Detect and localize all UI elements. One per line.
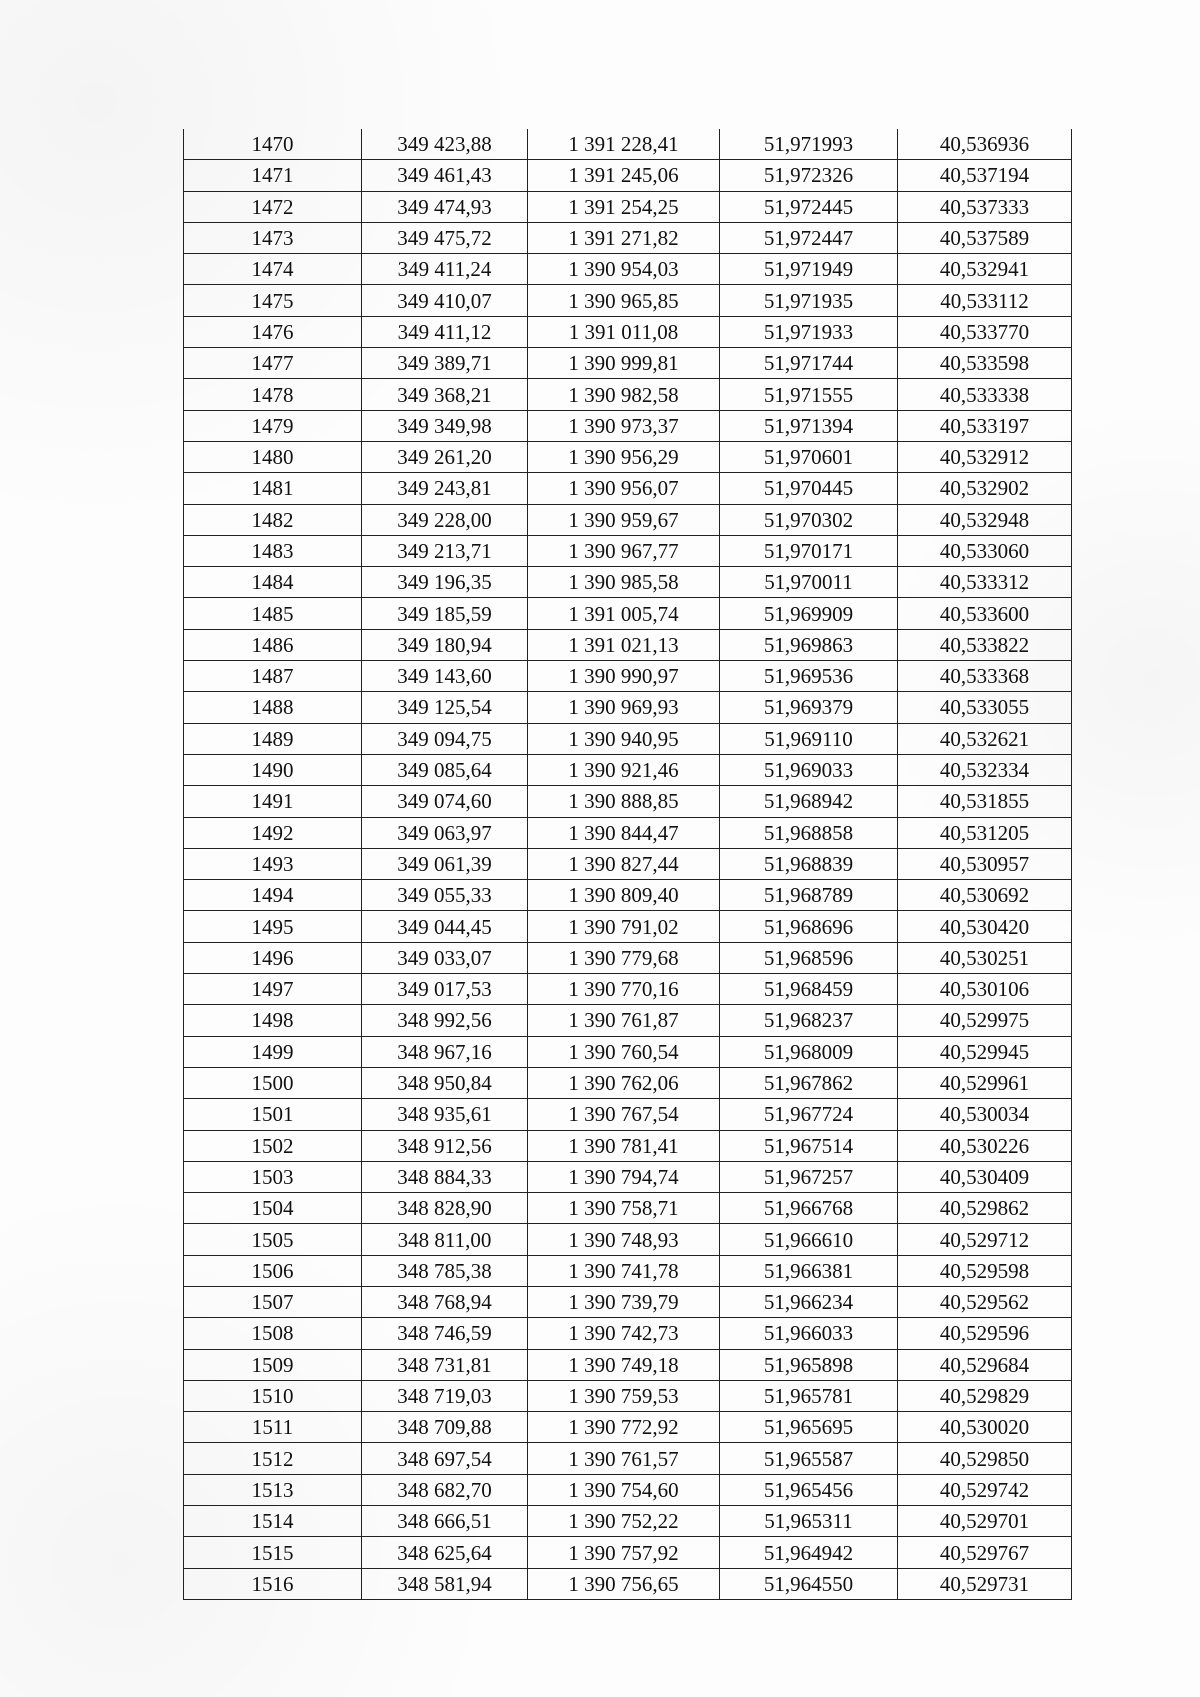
longitude-cell: 40,537333 xyxy=(898,191,1072,222)
latitude-cell: 51,971993 xyxy=(720,129,898,160)
latitude-cell: 51,966610 xyxy=(720,1224,898,1255)
point-number-cell: 1515 xyxy=(184,1537,362,1568)
longitude-cell: 40,532334 xyxy=(898,754,1072,785)
latitude-cell: 51,968237 xyxy=(720,1005,898,1036)
point-number-cell: 1483 xyxy=(184,535,362,566)
y-coordinate-cell: 1 390 990,97 xyxy=(528,661,720,692)
table-row xyxy=(184,1568,1072,1599)
longitude-cell: 40,533770 xyxy=(898,316,1072,347)
y-coordinate-cell: 1 390 739,79 xyxy=(528,1286,720,1317)
table-row xyxy=(184,942,1072,973)
point-number-cell: 1487 xyxy=(184,661,362,692)
longitude-cell: 40,529961 xyxy=(898,1067,1072,1098)
table-row xyxy=(184,285,1072,316)
point-number-cell: 1472 xyxy=(184,191,362,222)
latitude-cell: 51,968839 xyxy=(720,848,898,879)
latitude-cell: 51,967862 xyxy=(720,1067,898,1098)
table-row xyxy=(184,254,1072,285)
x-coordinate-cell: 348 828,90 xyxy=(362,1193,528,1224)
longitude-cell: 40,529598 xyxy=(898,1255,1072,1286)
table-row xyxy=(184,1255,1072,1286)
point-number-cell: 1511 xyxy=(184,1412,362,1443)
longitude-cell: 40,533598 xyxy=(898,348,1072,379)
table-row xyxy=(184,1537,1072,1568)
x-coordinate-cell: 349 368,21 xyxy=(362,379,528,410)
y-coordinate-cell: 1 390 759,53 xyxy=(528,1380,720,1411)
point-number-cell: 1499 xyxy=(184,1036,362,1067)
point-number-cell: 1476 xyxy=(184,316,362,347)
latitude-cell: 51,965587 xyxy=(720,1443,898,1474)
longitude-cell: 40,529701 xyxy=(898,1506,1072,1537)
y-coordinate-cell: 1 390 767,54 xyxy=(528,1099,720,1130)
point-number-cell: 1475 xyxy=(184,285,362,316)
x-coordinate-cell: 348 709,88 xyxy=(362,1412,528,1443)
longitude-cell: 40,533338 xyxy=(898,379,1072,410)
x-coordinate-cell: 348 967,16 xyxy=(362,1036,528,1067)
latitude-cell: 51,965456 xyxy=(720,1474,898,1505)
y-coordinate-cell: 1 390 749,18 xyxy=(528,1349,720,1380)
longitude-cell: 40,533112 xyxy=(898,285,1072,316)
longitude-cell: 40,532941 xyxy=(898,254,1072,285)
latitude-cell: 51,970302 xyxy=(720,504,898,535)
latitude-cell: 51,971394 xyxy=(720,410,898,441)
point-number-cell: 1513 xyxy=(184,1474,362,1505)
y-coordinate-cell: 1 390 959,67 xyxy=(528,504,720,535)
latitude-cell: 51,967257 xyxy=(720,1161,898,1192)
y-coordinate-cell: 1 390 967,77 xyxy=(528,535,720,566)
latitude-cell: 51,967724 xyxy=(720,1099,898,1130)
x-coordinate-cell: 349 074,60 xyxy=(362,786,528,817)
x-coordinate-cell: 349 411,12 xyxy=(362,316,528,347)
y-coordinate-cell: 1 391 228,41 xyxy=(528,129,720,160)
longitude-cell: 40,530020 xyxy=(898,1412,1072,1443)
y-coordinate-cell: 1 391 271,82 xyxy=(528,222,720,253)
latitude-cell: 51,969110 xyxy=(720,723,898,754)
point-number-cell: 1494 xyxy=(184,880,362,911)
y-coordinate-cell: 1 390 754,60 xyxy=(528,1474,720,1505)
x-coordinate-cell: 349 125,54 xyxy=(362,692,528,723)
x-coordinate-cell: 348 625,64 xyxy=(362,1537,528,1568)
y-coordinate-cell: 1 390 999,81 xyxy=(528,348,720,379)
x-coordinate-cell: 348 697,54 xyxy=(362,1443,528,1474)
x-coordinate-cell: 349 423,88 xyxy=(362,129,528,160)
table-row xyxy=(184,1067,1072,1098)
latitude-cell: 51,965695 xyxy=(720,1412,898,1443)
table-row xyxy=(184,1318,1072,1349)
y-coordinate-cell: 1 390 965,85 xyxy=(528,285,720,316)
x-coordinate-cell: 348 950,84 xyxy=(362,1067,528,1098)
point-number-cell: 1481 xyxy=(184,473,362,504)
y-coordinate-cell: 1 391 021,13 xyxy=(528,629,720,660)
latitude-cell: 51,972445 xyxy=(720,191,898,222)
point-number-cell: 1498 xyxy=(184,1005,362,1036)
y-coordinate-cell: 1 390 982,58 xyxy=(528,379,720,410)
point-number-cell: 1479 xyxy=(184,410,362,441)
latitude-cell: 51,971933 xyxy=(720,316,898,347)
y-coordinate-cell: 1 390 781,41 xyxy=(528,1130,720,1161)
latitude-cell: 51,968696 xyxy=(720,911,898,942)
x-coordinate-cell: 349 094,75 xyxy=(362,723,528,754)
x-coordinate-cell: 348 811,00 xyxy=(362,1224,528,1255)
x-coordinate-cell: 349 017,53 xyxy=(362,974,528,1005)
coordinates-table xyxy=(183,129,1072,1600)
point-number-cell: 1509 xyxy=(184,1349,362,1380)
x-coordinate-cell: 349 085,64 xyxy=(362,754,528,785)
point-number-cell: 1492 xyxy=(184,817,362,848)
longitude-cell: 40,529850 xyxy=(898,1443,1072,1474)
x-coordinate-cell: 348 746,59 xyxy=(362,1318,528,1349)
point-number-cell: 1501 xyxy=(184,1099,362,1130)
latitude-cell: 51,969909 xyxy=(720,598,898,629)
longitude-cell: 40,530034 xyxy=(898,1099,1072,1130)
point-number-cell: 1491 xyxy=(184,786,362,817)
latitude-cell: 51,964942 xyxy=(720,1537,898,1568)
point-number-cell: 1484 xyxy=(184,567,362,598)
y-coordinate-cell: 1 390 752,22 xyxy=(528,1506,720,1537)
longitude-cell: 40,532621 xyxy=(898,723,1072,754)
y-coordinate-cell: 1 391 005,74 xyxy=(528,598,720,629)
latitude-cell: 51,971949 xyxy=(720,254,898,285)
x-coordinate-cell: 349 213,71 xyxy=(362,535,528,566)
table-row xyxy=(184,754,1072,785)
y-coordinate-cell: 1 390 809,40 xyxy=(528,880,720,911)
longitude-cell: 40,529684 xyxy=(898,1349,1072,1380)
latitude-cell: 51,970011 xyxy=(720,567,898,598)
point-number-cell: 1497 xyxy=(184,974,362,1005)
point-number-cell: 1470 xyxy=(184,129,362,160)
longitude-cell: 40,530251 xyxy=(898,942,1072,973)
longitude-cell: 40,529862 xyxy=(898,1193,1072,1224)
longitude-cell: 40,537194 xyxy=(898,160,1072,191)
table-row xyxy=(184,129,1072,160)
table-row xyxy=(184,535,1072,566)
table-row xyxy=(184,160,1072,191)
latitude-cell: 51,970601 xyxy=(720,441,898,472)
x-coordinate-cell: 349 461,43 xyxy=(362,160,528,191)
latitude-cell: 51,964550 xyxy=(720,1568,898,1599)
longitude-cell: 40,529562 xyxy=(898,1286,1072,1317)
longitude-cell: 40,530957 xyxy=(898,848,1072,879)
y-coordinate-cell: 1 390 888,85 xyxy=(528,786,720,817)
y-coordinate-cell: 1 390 969,93 xyxy=(528,692,720,723)
table-row xyxy=(184,1224,1072,1255)
longitude-cell: 40,531855 xyxy=(898,786,1072,817)
x-coordinate-cell: 348 992,56 xyxy=(362,1005,528,1036)
latitude-cell: 51,970171 xyxy=(720,535,898,566)
y-coordinate-cell: 1 390 973,37 xyxy=(528,410,720,441)
point-number-cell: 1478 xyxy=(184,379,362,410)
y-coordinate-cell: 1 390 758,71 xyxy=(528,1193,720,1224)
x-coordinate-cell: 348 731,81 xyxy=(362,1349,528,1380)
latitude-cell: 51,966381 xyxy=(720,1255,898,1286)
point-number-cell: 1480 xyxy=(184,441,362,472)
table-row xyxy=(184,1380,1072,1411)
longitude-cell: 40,536936 xyxy=(898,129,1072,160)
table-row xyxy=(184,473,1072,504)
x-coordinate-cell: 349 475,72 xyxy=(362,222,528,253)
latitude-cell: 51,972447 xyxy=(720,222,898,253)
table-row xyxy=(184,348,1072,379)
table-row xyxy=(184,1286,1072,1317)
point-number-cell: 1504 xyxy=(184,1193,362,1224)
y-coordinate-cell: 1 390 791,02 xyxy=(528,911,720,942)
longitude-cell: 40,537589 xyxy=(898,222,1072,253)
longitude-cell: 40,533312 xyxy=(898,567,1072,598)
x-coordinate-cell: 348 912,56 xyxy=(362,1130,528,1161)
table-row xyxy=(184,974,1072,1005)
point-number-cell: 1489 xyxy=(184,723,362,754)
latitude-cell: 51,968942 xyxy=(720,786,898,817)
latitude-cell: 51,966768 xyxy=(720,1193,898,1224)
point-number-cell: 1500 xyxy=(184,1067,362,1098)
table-row xyxy=(184,880,1072,911)
x-coordinate-cell: 349 063,97 xyxy=(362,817,528,848)
x-coordinate-cell: 348 884,33 xyxy=(362,1161,528,1192)
point-number-cell: 1502 xyxy=(184,1130,362,1161)
latitude-cell: 51,967514 xyxy=(720,1130,898,1161)
point-number-cell: 1512 xyxy=(184,1443,362,1474)
y-coordinate-cell: 1 390 956,29 xyxy=(528,441,720,472)
y-coordinate-cell: 1 390 954,03 xyxy=(528,254,720,285)
point-number-cell: 1485 xyxy=(184,598,362,629)
y-coordinate-cell: 1 390 761,57 xyxy=(528,1443,720,1474)
y-coordinate-cell: 1 391 245,06 xyxy=(528,160,720,191)
latitude-cell: 51,965781 xyxy=(720,1380,898,1411)
point-number-cell: 1474 xyxy=(184,254,362,285)
point-number-cell: 1506 xyxy=(184,1255,362,1286)
latitude-cell: 51,968596 xyxy=(720,942,898,973)
x-coordinate-cell: 348 581,94 xyxy=(362,1568,528,1599)
y-coordinate-cell: 1 390 761,87 xyxy=(528,1005,720,1036)
longitude-cell: 40,529731 xyxy=(898,1568,1072,1599)
point-number-cell: 1516 xyxy=(184,1568,362,1599)
longitude-cell: 40,533055 xyxy=(898,692,1072,723)
x-coordinate-cell: 349 061,39 xyxy=(362,848,528,879)
point-number-cell: 1471 xyxy=(184,160,362,191)
table-row xyxy=(184,692,1072,723)
x-coordinate-cell: 349 228,00 xyxy=(362,504,528,535)
x-coordinate-cell: 349 349,98 xyxy=(362,410,528,441)
table-row xyxy=(184,1193,1072,1224)
table-row xyxy=(184,567,1072,598)
table-row xyxy=(184,1443,1072,1474)
x-coordinate-cell: 348 768,94 xyxy=(362,1286,528,1317)
point-number-cell: 1490 xyxy=(184,754,362,785)
point-number-cell: 1482 xyxy=(184,504,362,535)
table-row xyxy=(184,911,1072,942)
x-coordinate-cell: 349 044,45 xyxy=(362,911,528,942)
longitude-cell: 40,533060 xyxy=(898,535,1072,566)
y-coordinate-cell: 1 390 762,06 xyxy=(528,1067,720,1098)
point-number-cell: 1473 xyxy=(184,222,362,253)
x-coordinate-cell: 349 261,20 xyxy=(362,441,528,472)
x-coordinate-cell: 349 410,07 xyxy=(362,285,528,316)
point-number-cell: 1488 xyxy=(184,692,362,723)
table-row xyxy=(184,661,1072,692)
longitude-cell: 40,531205 xyxy=(898,817,1072,848)
y-coordinate-cell: 1 390 985,58 xyxy=(528,567,720,598)
coordinates-table-body xyxy=(184,129,1072,1599)
table-row xyxy=(184,504,1072,535)
y-coordinate-cell: 1 390 956,07 xyxy=(528,473,720,504)
longitude-cell: 40,532948 xyxy=(898,504,1072,535)
longitude-cell: 40,529742 xyxy=(898,1474,1072,1505)
point-number-cell: 1495 xyxy=(184,911,362,942)
latitude-cell: 51,969033 xyxy=(720,754,898,785)
y-coordinate-cell: 1 390 742,73 xyxy=(528,1318,720,1349)
table-row xyxy=(184,1349,1072,1380)
y-coordinate-cell: 1 390 779,68 xyxy=(528,942,720,973)
table-row xyxy=(184,817,1072,848)
table-row xyxy=(184,848,1072,879)
point-number-cell: 1486 xyxy=(184,629,362,660)
longitude-cell: 40,533197 xyxy=(898,410,1072,441)
longitude-cell: 40,533600 xyxy=(898,598,1072,629)
y-coordinate-cell: 1 390 940,95 xyxy=(528,723,720,754)
longitude-cell: 40,530106 xyxy=(898,974,1072,1005)
y-coordinate-cell: 1 390 770,16 xyxy=(528,974,720,1005)
latitude-cell: 51,969379 xyxy=(720,692,898,723)
x-coordinate-cell: 349 474,93 xyxy=(362,191,528,222)
x-coordinate-cell: 349 243,81 xyxy=(362,473,528,504)
x-coordinate-cell: 348 682,70 xyxy=(362,1474,528,1505)
table-row xyxy=(184,410,1072,441)
latitude-cell: 51,968789 xyxy=(720,880,898,911)
table-row xyxy=(184,316,1072,347)
table-row xyxy=(184,629,1072,660)
point-number-cell: 1505 xyxy=(184,1224,362,1255)
latitude-cell: 51,969536 xyxy=(720,661,898,692)
latitude-cell: 51,971935 xyxy=(720,285,898,316)
longitude-cell: 40,529767 xyxy=(898,1537,1072,1568)
x-coordinate-cell: 349 411,24 xyxy=(362,254,528,285)
x-coordinate-cell: 349 143,60 xyxy=(362,661,528,692)
x-coordinate-cell: 349 185,59 xyxy=(362,598,528,629)
longitude-cell: 40,532912 xyxy=(898,441,1072,472)
table-row xyxy=(184,1474,1072,1505)
latitude-cell: 51,965898 xyxy=(720,1349,898,1380)
table-row xyxy=(184,723,1072,754)
y-coordinate-cell: 1 390 748,93 xyxy=(528,1224,720,1255)
table-row xyxy=(184,786,1072,817)
latitude-cell: 51,971555 xyxy=(720,379,898,410)
y-coordinate-cell: 1 390 760,54 xyxy=(528,1036,720,1067)
x-coordinate-cell: 349 055,33 xyxy=(362,880,528,911)
y-coordinate-cell: 1 390 827,44 xyxy=(528,848,720,879)
table-row xyxy=(184,379,1072,410)
table-row xyxy=(184,1099,1072,1130)
longitude-cell: 40,529596 xyxy=(898,1318,1072,1349)
longitude-cell: 40,532902 xyxy=(898,473,1072,504)
latitude-cell: 51,970445 xyxy=(720,473,898,504)
longitude-cell: 40,529829 xyxy=(898,1380,1072,1411)
table-row xyxy=(184,441,1072,472)
longitude-cell: 40,530692 xyxy=(898,880,1072,911)
table-row xyxy=(184,598,1072,629)
y-coordinate-cell: 1 390 757,92 xyxy=(528,1537,720,1568)
latitude-cell: 51,968459 xyxy=(720,974,898,1005)
x-coordinate-cell: 349 033,07 xyxy=(362,942,528,973)
x-coordinate-cell: 348 785,38 xyxy=(362,1255,528,1286)
y-coordinate-cell: 1 391 254,25 xyxy=(528,191,720,222)
point-number-cell: 1503 xyxy=(184,1161,362,1192)
y-coordinate-cell: 1 390 756,65 xyxy=(528,1568,720,1599)
point-number-cell: 1510 xyxy=(184,1380,362,1411)
y-coordinate-cell: 1 390 921,46 xyxy=(528,754,720,785)
longitude-cell: 40,530226 xyxy=(898,1130,1072,1161)
x-coordinate-cell: 348 719,03 xyxy=(362,1380,528,1411)
latitude-cell: 51,971744 xyxy=(720,348,898,379)
longitude-cell: 40,529712 xyxy=(898,1224,1072,1255)
table-row xyxy=(184,1412,1072,1443)
point-number-cell: 1508 xyxy=(184,1318,362,1349)
latitude-cell: 51,968858 xyxy=(720,817,898,848)
y-coordinate-cell: 1 390 741,78 xyxy=(528,1255,720,1286)
table-row xyxy=(184,1005,1072,1036)
latitude-cell: 51,965311 xyxy=(720,1506,898,1537)
point-number-cell: 1507 xyxy=(184,1286,362,1317)
point-number-cell: 1514 xyxy=(184,1506,362,1537)
latitude-cell: 51,972326 xyxy=(720,160,898,191)
latitude-cell: 51,968009 xyxy=(720,1036,898,1067)
y-coordinate-cell: 1 390 772,92 xyxy=(528,1412,720,1443)
longitude-cell: 40,529945 xyxy=(898,1036,1072,1067)
longitude-cell: 40,530409 xyxy=(898,1161,1072,1192)
point-number-cell: 1477 xyxy=(184,348,362,379)
point-number-cell: 1493 xyxy=(184,848,362,879)
x-coordinate-cell: 349 389,71 xyxy=(362,348,528,379)
longitude-cell: 40,533368 xyxy=(898,661,1072,692)
x-coordinate-cell: 348 935,61 xyxy=(362,1099,528,1130)
table-row xyxy=(184,222,1072,253)
table-row xyxy=(184,1506,1072,1537)
longitude-cell: 40,529975 xyxy=(898,1005,1072,1036)
x-coordinate-cell: 349 196,35 xyxy=(362,567,528,598)
point-number-cell: 1496 xyxy=(184,942,362,973)
longitude-cell: 40,530420 xyxy=(898,911,1072,942)
table-row xyxy=(184,1036,1072,1067)
y-coordinate-cell: 1 390 794,74 xyxy=(528,1161,720,1192)
y-coordinate-cell: 1 391 011,08 xyxy=(528,316,720,347)
table-row xyxy=(184,1161,1072,1192)
x-coordinate-cell: 349 180,94 xyxy=(362,629,528,660)
latitude-cell: 51,966234 xyxy=(720,1286,898,1317)
x-coordinate-cell: 348 666,51 xyxy=(362,1506,528,1537)
latitude-cell: 51,969863 xyxy=(720,629,898,660)
longitude-cell: 40,533822 xyxy=(898,629,1072,660)
y-coordinate-cell: 1 390 844,47 xyxy=(528,817,720,848)
table-row xyxy=(184,191,1072,222)
table-row xyxy=(184,1130,1072,1161)
latitude-cell: 51,966033 xyxy=(720,1318,898,1349)
